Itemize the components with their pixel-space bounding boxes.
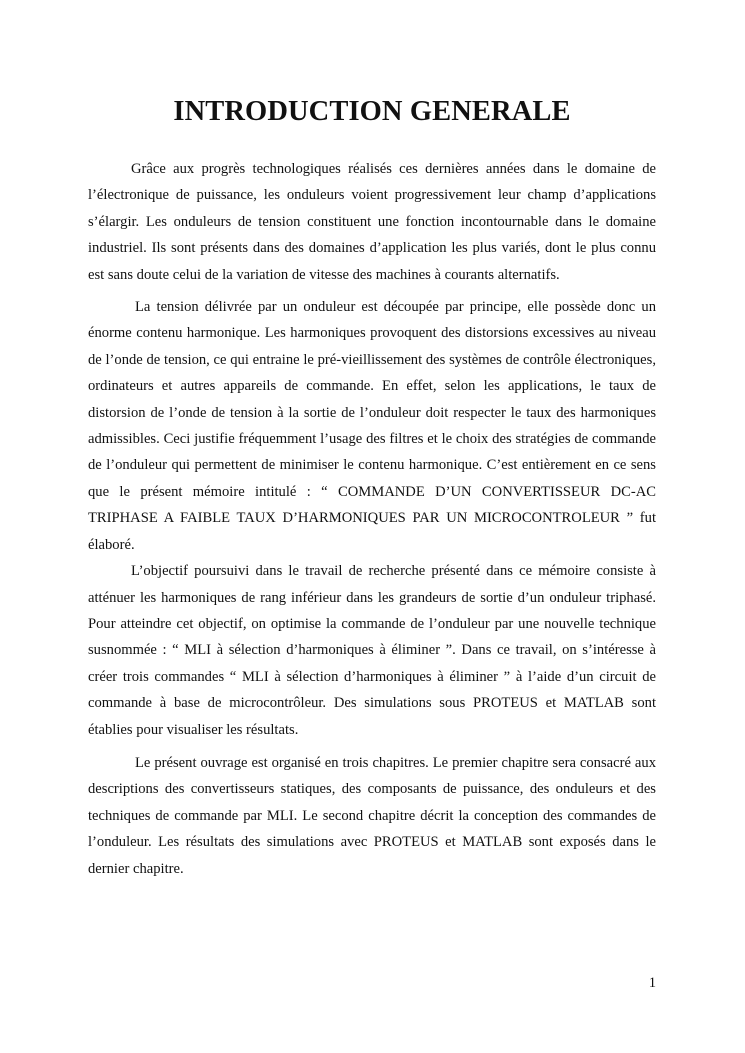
paragraph-1: Grâce aux progrès technologiques réalisés ces dernières années dans le domaine de l’électronique de puissance, les onduleurs voient progressivement leur champ d’applications s’élargir. Les onduleurs de tension constituent une fonction incontournable dans le domaine industriel. Ils sont présents dans des domaines d’application les plus variés, dont le plus connu est sans doute celui de la variation de vitesse des machines à courants alternatifs. (88, 161, 656, 283)
paragraph-3: L’objectif poursuivi dans le travail de recherche présenté dans ce mémoire consiste à atténuer les harmoniques de rang inférieur dans les grandeurs de sortie d’un onduleur triphasé. Pour atteindre cet objectif, on optimise la commande de l’onduleur par une nouvelle technique susnommée : “ MLI à sélection d’harmoniques à éliminer ”. Dans ce travail, on s’intéresse à créer trois commandes “ MLI à sélection d’harmoniques à éliminer ” à l’aide d’un circuit de commande à base de microcontrôleur. Des simulations sous PROTEUS et MATLAB sont établies pour visualiser les résultats. (88, 563, 656, 738)
page-title: INTRODUCTION GENERALE (173, 96, 571, 127)
paragraph-2: La tension délivrée par un onduleur est découpée par principe, elle possède donc un énorme contenu harmonique. Les harmoniques provoquent des distorsions excessives au niveau de l’onde de tension, ce qui entraine le pré-vieillissement des systèmes de contrôle électroniques, ordinateurs et autres appareils de commande. En effet, selon les applications, le taux de distorsion de l’onde de tension à la sortie de l’onduleur doit respecter le taux des harmoniques admissibles. Ceci justifie fréquemment l’usage des filtres et le choix des stratégies de commande de l’onduleur qui permettent de minimiser le contenu harmonique. C’est entièrement en ce sens que le présent mémoire intitulé : “ COMMANDE D’UN CONVERTISSEUR DC-AC TRIPHASE A FAIBLE TAUX D’HARMONIQUES PAR UN MICROCONTROLEUR ” fut élaboré. (88, 299, 656, 553)
body-text (88, 156, 656, 882)
paragraph-4: Le présent ouvrage est organisé en trois chapitres. Le premier chapitre sera consacré aux descriptions des convertisseurs statiques, des composants de puissance, des onduleurs et des techniques de commande par MLI. Le second chapitre décrit la conception des commandes de l’onduleur. Les résultats des simulations avec PROTEUS et MATLAB sont exposés dans le dernier chapitre. (88, 754, 656, 877)
page-number: 1 (648, 975, 656, 991)
